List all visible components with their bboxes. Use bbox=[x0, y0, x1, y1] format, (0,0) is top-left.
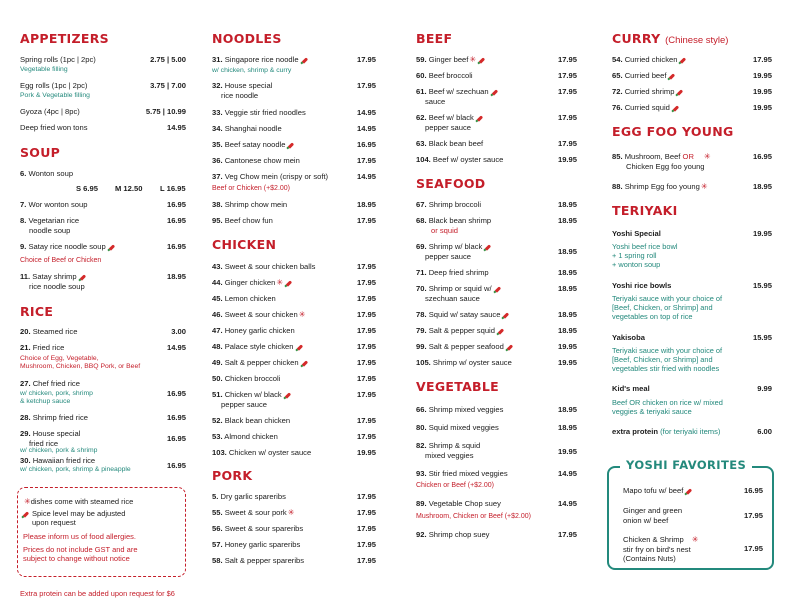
menu-item: 53. Almond chicken 17.95 bbox=[212, 432, 376, 441]
column-2 bbox=[212, 0, 382, 612]
menu-item: 7. Wor wonton soup 16.95 bbox=[20, 200, 186, 209]
menu-item: 55. Sweet & sour pork✳ 17.95 bbox=[212, 508, 376, 517]
item-note: Mushroom, Chicken, BBQ Pork, or Beef bbox=[20, 363, 141, 370]
menu-item: 35. Beef satay noodle 16.95 bbox=[212, 140, 376, 149]
pepper-icon bbox=[477, 115, 483, 121]
menu-item: 52. Black bean chicken 17.95 bbox=[212, 416, 376, 425]
menu-item: 11. Satay shrimp 18.95 rice noodle soup bbox=[20, 272, 186, 291]
size-medium: M 12.50 bbox=[115, 184, 143, 193]
soup-heading: SOUP bbox=[20, 145, 61, 160]
menu-item: 29. House special 16.95 fried rice bbox=[20, 429, 186, 448]
asterisk-icon: ✳ bbox=[24, 497, 31, 506]
menu-item: 20. Steamed rice 3.00 bbox=[20, 327, 186, 336]
asterisk-icon: ✳ bbox=[691, 535, 699, 544]
menu-item: 38. Shrimp chow mein 18.95 bbox=[212, 200, 376, 209]
column-3 bbox=[416, 0, 581, 612]
egg-foo-young-heading: EGG FOO YOUNG bbox=[612, 124, 734, 139]
pepper-icon bbox=[677, 89, 683, 95]
menu-item: 43. Sweet & sour chicken balls 17.95 bbox=[212, 262, 376, 271]
menu-item: Chicken & Shrimp ✳ 17.95 stir fry on bird's nest (Contains Nuts) bbox=[623, 535, 763, 563]
pork-heading: PORK bbox=[212, 468, 253, 483]
pepper-icon bbox=[23, 511, 29, 517]
pepper-icon bbox=[507, 344, 513, 350]
menu-item: 72. Curried shrimp 19.95 bbox=[612, 87, 772, 96]
menu-item: 28. Shrimp fried rice 16.95 bbox=[20, 413, 186, 422]
pepper-icon bbox=[288, 142, 294, 148]
menu-item: 56. Sweet & sour spareribs 17.95 bbox=[212, 524, 376, 533]
menu-item: 47. Honey garlic chicken 17.95 bbox=[212, 326, 376, 335]
pepper-icon bbox=[79, 274, 85, 280]
pepper-icon bbox=[491, 89, 497, 95]
pepper-icon bbox=[296, 344, 302, 350]
menu-item: 99. Salt & pepper seafood 19.95 bbox=[416, 342, 577, 351]
pepper-icon bbox=[503, 312, 509, 318]
pepper-icon bbox=[669, 73, 675, 79]
size-large: L 16.95 bbox=[160, 184, 186, 193]
item-description: vegetables on top of rice bbox=[612, 312, 693, 321]
item-description: Teriyaki sauce with your choice of bbox=[612, 294, 723, 303]
item-description: veggies & teriyaki sauce bbox=[612, 407, 692, 416]
menu-item: 82. Shrimp & squid 19.95 mixed veggies bbox=[416, 441, 577, 460]
menu-item: Spring rolls (1pc | 2pc) 2.75 | 5.00 bbox=[20, 55, 186, 64]
menu-item: 6. Wonton soup bbox=[20, 169, 74, 178]
menu-item: 76. Curried squid 19.95 bbox=[612, 103, 772, 112]
menu-item: 66. Shrimp mixed veggies 18.95 bbox=[416, 405, 577, 414]
item-note: Chicken or Beef (+$2.00) bbox=[416, 482, 495, 489]
vegetable-heading: VEGETABLE bbox=[416, 379, 499, 394]
item-note: & ketchup sauce bbox=[20, 398, 71, 405]
appetizers-heading: APPETIZERS bbox=[20, 31, 109, 46]
pepper-icon bbox=[494, 286, 500, 292]
menu-item: 95. Beef chow fun 17.95 bbox=[212, 216, 376, 225]
menu-item: 54. Curried chicken 17.95 bbox=[612, 55, 772, 64]
size-small: S 6.95 bbox=[76, 184, 98, 193]
item-description: Beef OR chicken on rice w/ mixed bbox=[612, 398, 723, 407]
menu-item: 93. Stir fried mixed veggies 14.95 bbox=[416, 469, 577, 478]
rice-heading: RICE bbox=[20, 304, 54, 319]
item-description: vegetables stir fried with noodles bbox=[612, 364, 720, 373]
item-description: + 1 spring roll bbox=[612, 251, 657, 260]
menu-item: 67. Shrimp broccoli 18.95 bbox=[416, 200, 577, 209]
menu-item: 57. Honey garlic spareribs 17.95 bbox=[212, 540, 376, 549]
menu-item: 34. Shanghai noodle 14.95 bbox=[212, 124, 376, 133]
menu-item: 80. Squid mixed veggies 18.95 bbox=[416, 423, 577, 432]
yoshi-favorites-box bbox=[607, 466, 774, 570]
menu-item: 61. Beef w/ szechuan 17.95 sauce bbox=[416, 87, 577, 106]
menu-item: 65. Curried beef 19.95 bbox=[612, 71, 772, 80]
menu-item: 51. Chicken w/ black 17.95 pepper sauce bbox=[212, 390, 376, 409]
pepper-icon bbox=[286, 280, 292, 286]
menu-item: Yoshi rice bowls 15.95 bbox=[612, 281, 772, 290]
menu-item: 8. Vegetarian rice 16.95 noodle soup bbox=[20, 216, 186, 235]
menu-item: 104. Beef w/ oyster sauce 19.95 bbox=[416, 155, 577, 164]
item-description: + wonton soup bbox=[612, 260, 661, 269]
menu-item: 85. Mushroom, Beef OR ✳ 16.95 Chicken Egg foo young bbox=[612, 152, 772, 171]
item-note: Choice of Egg, Vegetable, bbox=[20, 355, 99, 362]
pepper-icon bbox=[301, 57, 307, 63]
menu-item: Kid's meal 9.99 bbox=[612, 384, 772, 393]
pepper-icon bbox=[680, 57, 686, 63]
menu-item: 31. Singapore rice noodle 17.95 bbox=[212, 55, 376, 64]
menu-item: 49. Salt & pepper chicken 17.95 bbox=[212, 358, 376, 367]
menu-item: 33. Veggie stir fried noodles 14.95 bbox=[212, 108, 376, 117]
item-note: w/ chicken, pork & shrimp bbox=[20, 447, 98, 454]
asterisk-icon: ✳ bbox=[703, 152, 711, 161]
asterisk-icon: ✳ bbox=[287, 508, 295, 517]
menu-item: 63. Black bean beef 17.95 bbox=[416, 139, 577, 148]
menu-item: Deep fried won tons 14.95 bbox=[20, 123, 186, 132]
item-note: Pork & Vegetable filling bbox=[20, 92, 90, 99]
menu-item: 58. Salt & pepper spareribs 17.95 bbox=[212, 556, 376, 565]
beef-heading: BEEF bbox=[416, 31, 453, 46]
menu-item: Ginger and green 17.95 onion w/ beef bbox=[623, 506, 763, 525]
menu-item: Mapo tofu w/ beef 16.95 bbox=[623, 486, 763, 495]
seafood-heading: SEAFOOD bbox=[416, 176, 486, 191]
menu-item: 45. Lemon chicken 17.95 bbox=[212, 294, 376, 303]
item-note: w/ chicken, pork, shrimp bbox=[20, 390, 93, 397]
disclaimer-line: Spice level may be adjusted bbox=[23, 509, 125, 518]
pepper-icon bbox=[109, 244, 115, 250]
menu-item: 103. Chicken w/ oyster sauce 19.95 bbox=[212, 448, 376, 457]
menu-item: 32. House special 17.95 rice noodle bbox=[212, 81, 376, 100]
menu-item: 27. Chef fried rice 16.95 bbox=[20, 379, 186, 398]
menu-item: 5. Dry garlic spareribs 17.95 bbox=[212, 492, 376, 501]
menu-item: 37. Veg Chow mein (crispy or soft) 14.95 bbox=[212, 172, 376, 181]
item-note: Vegetable filling bbox=[20, 66, 68, 73]
curry-subtitle: (Chinese style) bbox=[665, 35, 729, 46]
pepper-icon bbox=[479, 57, 485, 63]
noodles-heading: NOODLES bbox=[212, 31, 282, 46]
menu-item: 9. Satay rice noodle soup 16.95 bbox=[20, 242, 186, 251]
menu-item: Yakisoba 15.95 bbox=[612, 333, 772, 342]
disclaimer-line: upon request bbox=[32, 518, 76, 527]
asterisk-icon: ✳ bbox=[276, 278, 284, 287]
item-description: Teriyaki sauce with your choice of bbox=[612, 346, 723, 355]
menu-item: 44. Ginger chicken✳ 17.95 bbox=[212, 278, 376, 287]
item-note: w/ chicken, pork, shrimp & pineapple bbox=[20, 466, 131, 473]
item-description: [Beef, Chicken, or Shrimp] and bbox=[612, 303, 713, 312]
menu-item: 70. Shrimp or squid w/ 18.95 szechuan sauce bbox=[416, 284, 577, 303]
price-note: Prices do not include GST and are bbox=[23, 545, 138, 554]
menu-item: 92. Shrimp chop suey 17.95 bbox=[416, 530, 577, 539]
item-note: Beef or Chicken (+$2.00) bbox=[212, 185, 291, 192]
extra-protein-note: Extra protein can be added upon request for $6 bbox=[20, 589, 175, 598]
menu-item: 48. Palace style chicken 17.95 bbox=[212, 342, 376, 351]
asterisk-icon: ✳ bbox=[298, 310, 306, 319]
pepper-icon bbox=[301, 360, 307, 366]
item-note: w/ chicken, shrimp & curry bbox=[212, 67, 292, 74]
menu-item: 60. Beef broccoli 17.95 bbox=[416, 71, 577, 80]
menu-item: 62. Beef w/ black 17.95 pepper sauce bbox=[416, 113, 577, 132]
menu-item: 78. Squid w/ satay sauce 18.95 bbox=[416, 310, 577, 319]
item-note: Mushroom, Chicken or Beef (+$2.00) bbox=[416, 513, 531, 520]
teriyaki-heading: TERIYAKI bbox=[612, 203, 678, 218]
chicken-heading: CHICKEN bbox=[212, 237, 277, 252]
menu-item: 21. Fried rice 14.95 bbox=[20, 343, 186, 352]
allergy-note: Please inform us of food allergies. bbox=[23, 532, 136, 541]
menu-item: 50. Chicken broccoli 17.95 bbox=[212, 374, 376, 383]
menu-item: 105. Shrimp w/ oyster sauce 19.95 bbox=[416, 358, 577, 367]
price-note: subject to change without notice bbox=[23, 554, 130, 563]
menu-item: 36. Cantonese chow mein 17.95 bbox=[212, 156, 376, 165]
curry-heading: CURRY (Chinese style) bbox=[612, 31, 729, 46]
menu-item: 68. Black bean shrimp 18.95 or squid bbox=[416, 216, 577, 235]
menu-item: 30. Hawaiian fried rice 16.95 bbox=[20, 456, 186, 470]
asterisk-icon: ✳ bbox=[469, 55, 477, 64]
yoshi-favorites-heading: YOSHI FAVORITES bbox=[620, 458, 752, 472]
menu-item: Yoshi Special 19.95 bbox=[612, 229, 772, 238]
menu-item: Gyoza (4pc | 8pc) 5.75 | 10.99 bbox=[20, 107, 186, 116]
disclaimer-line: ✳dishes come with steamed rice bbox=[24, 497, 134, 506]
menu-item: 71. Deep fried shrimp 18.95 bbox=[416, 268, 577, 277]
item-description: Yoshi beef rice bowl bbox=[612, 242, 678, 251]
menu-item: 69. Shrimp w/ black 18.95 pepper sauce bbox=[416, 242, 577, 261]
asterisk-icon: ✳ bbox=[700, 182, 708, 191]
menu-item: 89. Vegetable Chop suey 14.95 bbox=[416, 499, 577, 508]
menu-item: 46. Sweet & sour chicken✳ 17.95 bbox=[212, 310, 376, 319]
pepper-icon bbox=[686, 488, 692, 494]
menu-item: 59. Ginger beef✳ 17.95 bbox=[416, 55, 577, 64]
pepper-icon bbox=[673, 105, 679, 111]
item-description: [Beef, Chicken, or Shrimp] and bbox=[612, 355, 713, 364]
disclaimer-box bbox=[17, 487, 186, 577]
pepper-icon bbox=[284, 392, 290, 398]
pepper-icon bbox=[498, 328, 504, 334]
pepper-icon bbox=[485, 244, 491, 250]
menu-item: 79. Salt & pepper squid 18.95 bbox=[416, 326, 577, 335]
menu-item: extra protein (for teriyaki items) 6.00 bbox=[612, 427, 772, 436]
menu-item: 88. Shrimp Egg foo young✳ 18.95 bbox=[612, 182, 772, 191]
item-note: Choice of Beef or Chicken bbox=[20, 257, 102, 264]
menu-item: Egg rolls (1pc | 2pc) 3.75 | 7.00 bbox=[20, 81, 186, 90]
